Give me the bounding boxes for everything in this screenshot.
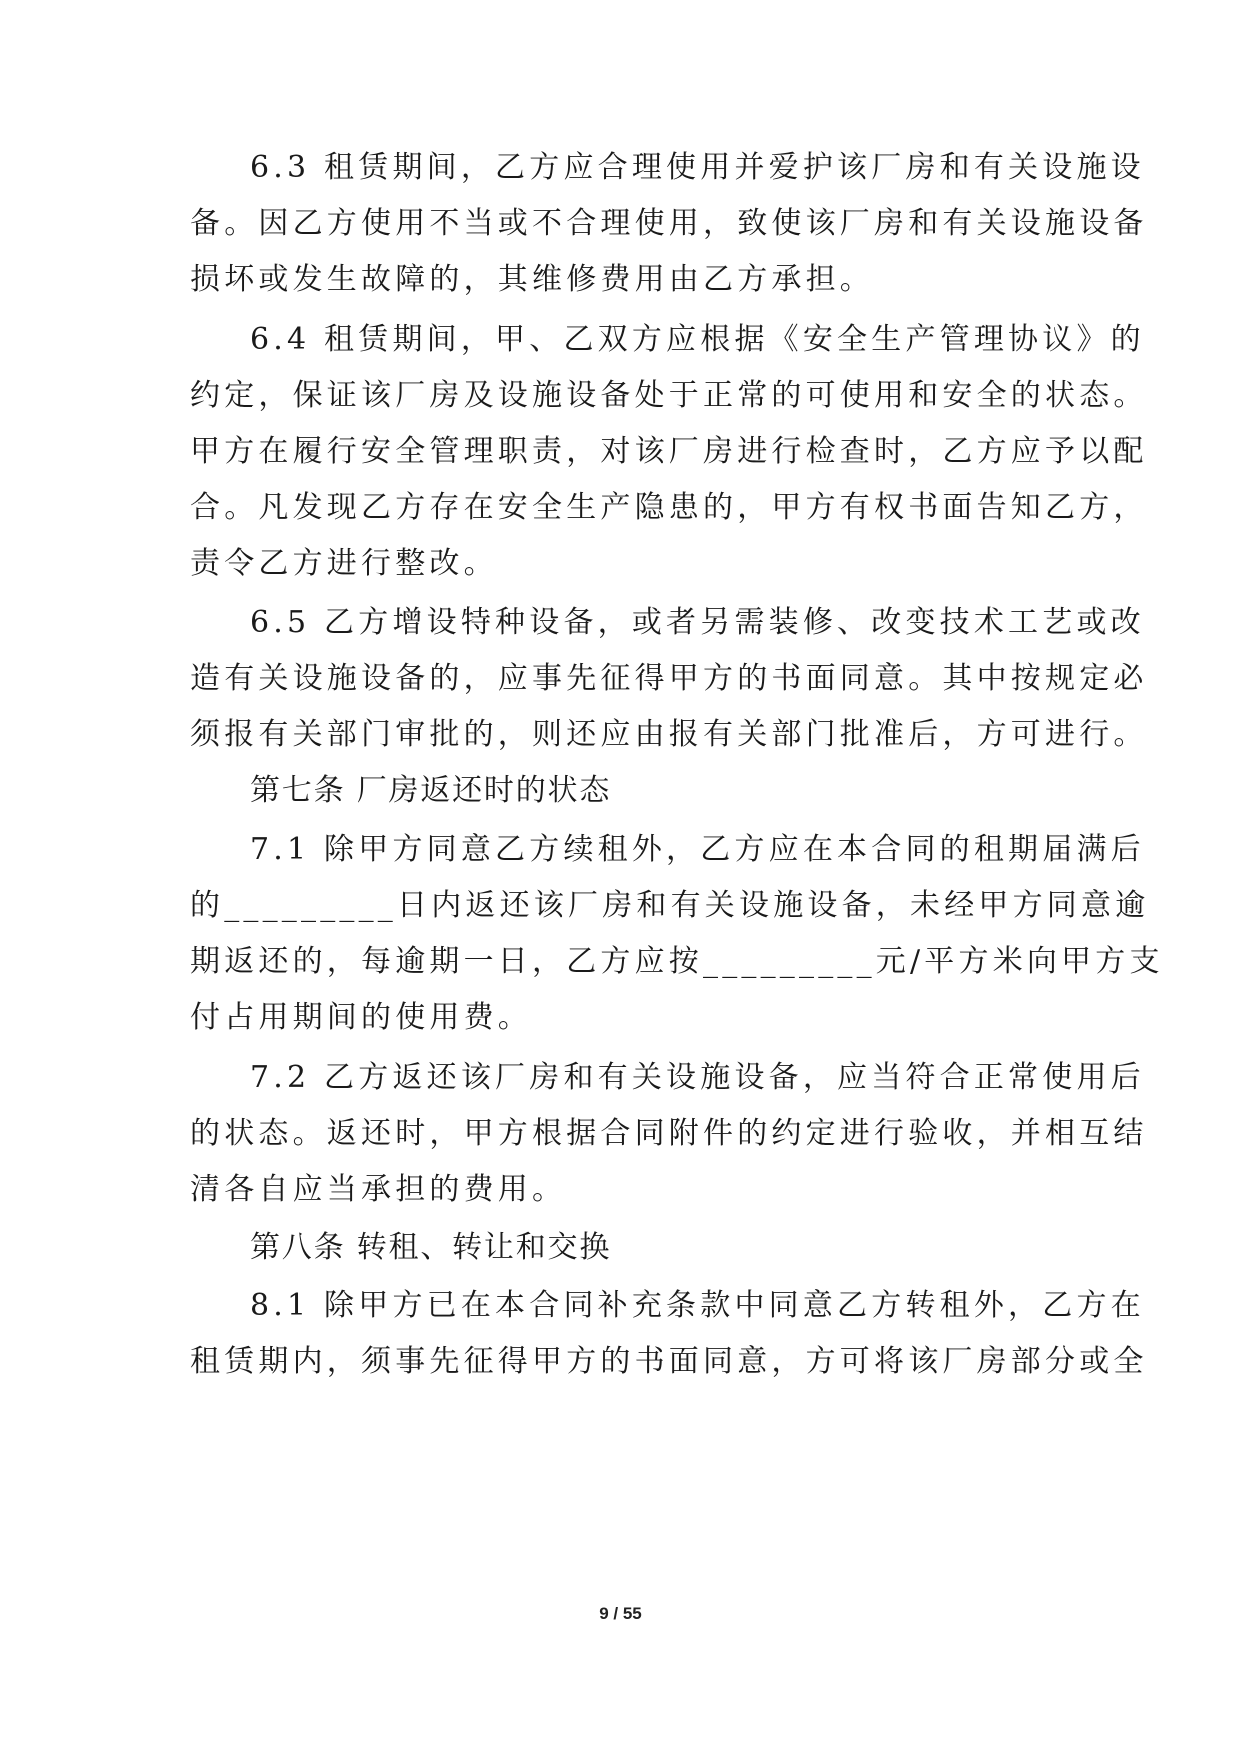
paragraph-7-2-line-1: 7.2 乙方返还该厂房和有关设施设备，应当符合正常使用后 (250, 1060, 1145, 1095)
paragraph-7-1-line-1: 7.1 除甲方同意乙方续租外，乙方应在本合同的租期届满后 (250, 832, 1145, 867)
paragraph-7-2-line-3: 清各自应当承担的费用。 (190, 1172, 567, 1207)
paragraph-7-1-line-3: 期返还的，每逾期一日，乙方应按_________元/平方米向甲方支 (190, 944, 1164, 979)
paragraph-6-5-line-3: 须报有关部门审批的，则还应由报有关部门批准后，方可进行。 (190, 717, 1148, 752)
paragraph-8-1-line-1: 8.1 除甲方已在本合同补充条款中同意乙方转租外，乙方在 (250, 1288, 1145, 1323)
paragraph-6-4-line-5: 责令乙方进行整改。 (190, 546, 498, 581)
section-heading-article-8: 第八条 转租、转让和交换 (250, 1230, 612, 1265)
paragraph-6-4-line-3: 甲方在履行安全管理职责，对该厂房进行检查时，乙方应予以配 (190, 434, 1148, 469)
paragraph-7-1-line-2: 的_________日内返还该厂房和有关设施设备，未经甲方同意逾 (190, 888, 1150, 923)
paragraph-6-3-line-3: 损坏或发生故障的，其维修费用由乙方承担。 (190, 262, 874, 297)
paragraph-8-1-line-2: 租赁期内，须事先征得甲方的书面同意，方可将该厂房部分或全 (190, 1344, 1148, 1379)
paragraph-6-4-line-4: 合。凡发现乙方存在安全生产隐患的，甲方有权书面告知乙方， (190, 490, 1148, 525)
paragraph-6-5-line-1: 6.5 乙方增设特种设备，或者另需装修、改变技术工艺或改 (250, 605, 1145, 640)
paragraph-6-5-line-2: 造有关设施设备的，应事先征得甲方的书面同意。其中按规定必 (190, 661, 1148, 696)
paragraph-6-3-line-2: 备。因乙方使用不当或不合理使用，致使该厂房和有关设施设备 (190, 206, 1148, 241)
paragraph-6-4-line-1: 6.4 租赁期间，甲、乙双方应根据《安全生产管理协议》的 (250, 322, 1145, 357)
paragraph-7-2-line-2: 的状态。返还时，甲方根据合同附件的约定进行验收，并相互结 (190, 1116, 1148, 1151)
paragraph-6-4-line-2: 约定，保证该厂房及设施设备处于正常的可使用和安全的状态。 (190, 378, 1148, 413)
paragraph-6-3-line-1: 6.3 租赁期间，乙方应合理使用并爱护该厂房和有关设施设 (250, 150, 1145, 185)
paragraph-7-1-line-4: 付占用期间的使用费。 (190, 1000, 532, 1035)
page-number: 9 / 55 (599, 1604, 642, 1623)
section-heading-article-7: 第七条 厂房返还时的状态 (250, 773, 612, 808)
